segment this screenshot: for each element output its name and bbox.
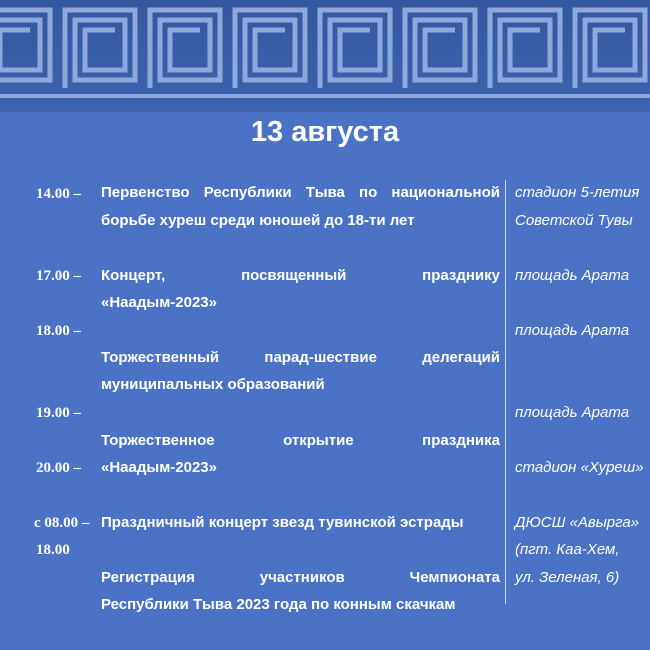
time-label: 19.00 –	[36, 405, 81, 421]
time-label: 20.00 –	[36, 460, 81, 476]
decorative-banner	[0, 0, 650, 112]
meander-segment	[490, 10, 560, 88]
venue-text: площадь Арата	[515, 267, 630, 284]
meander-segment	[405, 10, 475, 88]
time-label: 18.00	[36, 542, 70, 558]
event-text: Концерт, посвященный празднику	[101, 267, 500, 284]
event-text: Регистрация участников Чемпионата	[101, 569, 500, 586]
meander-segment	[235, 10, 305, 88]
venue-text: ДЮСШ «Авырга»	[515, 514, 640, 531]
venue-text: стадион 5-летия	[515, 184, 640, 201]
time-label: 17.00 –	[36, 268, 81, 284]
time-label: 14.00 –	[36, 186, 81, 202]
event-text: Праздничный концерт звезд тувинской эстрады	[101, 514, 464, 531]
time-label: с 08.00 –	[34, 515, 90, 531]
event-text: «Наадым-2023»	[101, 459, 217, 476]
meander-segment	[65, 10, 135, 88]
venue-text: ул. Зеленая, 6)	[515, 569, 620, 586]
event-text: муниципальных образований	[101, 376, 325, 393]
event-text: Торжественное открытие праздника	[101, 432, 500, 449]
venue-text: (пгт. Каа-Хем,	[515, 541, 620, 558]
meander-segment	[320, 10, 390, 88]
event-text: Торжественный парад-шествие делегаций	[101, 349, 500, 366]
event-text: «Наадым-2023»	[101, 294, 217, 311]
event-text: борьбе хуреш среди юношей до 18-ти лет	[101, 212, 415, 229]
meander-segment	[0, 10, 50, 88]
event-text: Первенство Республики Тыва по национальной	[101, 184, 500, 201]
page-title: 13 августа	[250, 116, 400, 148]
venue-text: стадион «Хуреш»	[515, 459, 644, 476]
column-divider	[505, 180, 506, 604]
venue-text: площадь Арата	[515, 404, 630, 421]
event-text: Республики Тыва 2023 года по конным скачкам	[101, 596, 456, 613]
time-label: 18.00 –	[36, 323, 81, 339]
meander-segment	[150, 10, 220, 88]
meander-segment	[575, 10, 645, 88]
venue-text: Советской Тувы	[515, 212, 633, 229]
venue-text: площадь Арата	[515, 322, 630, 339]
meander-pattern	[0, 0, 650, 112]
